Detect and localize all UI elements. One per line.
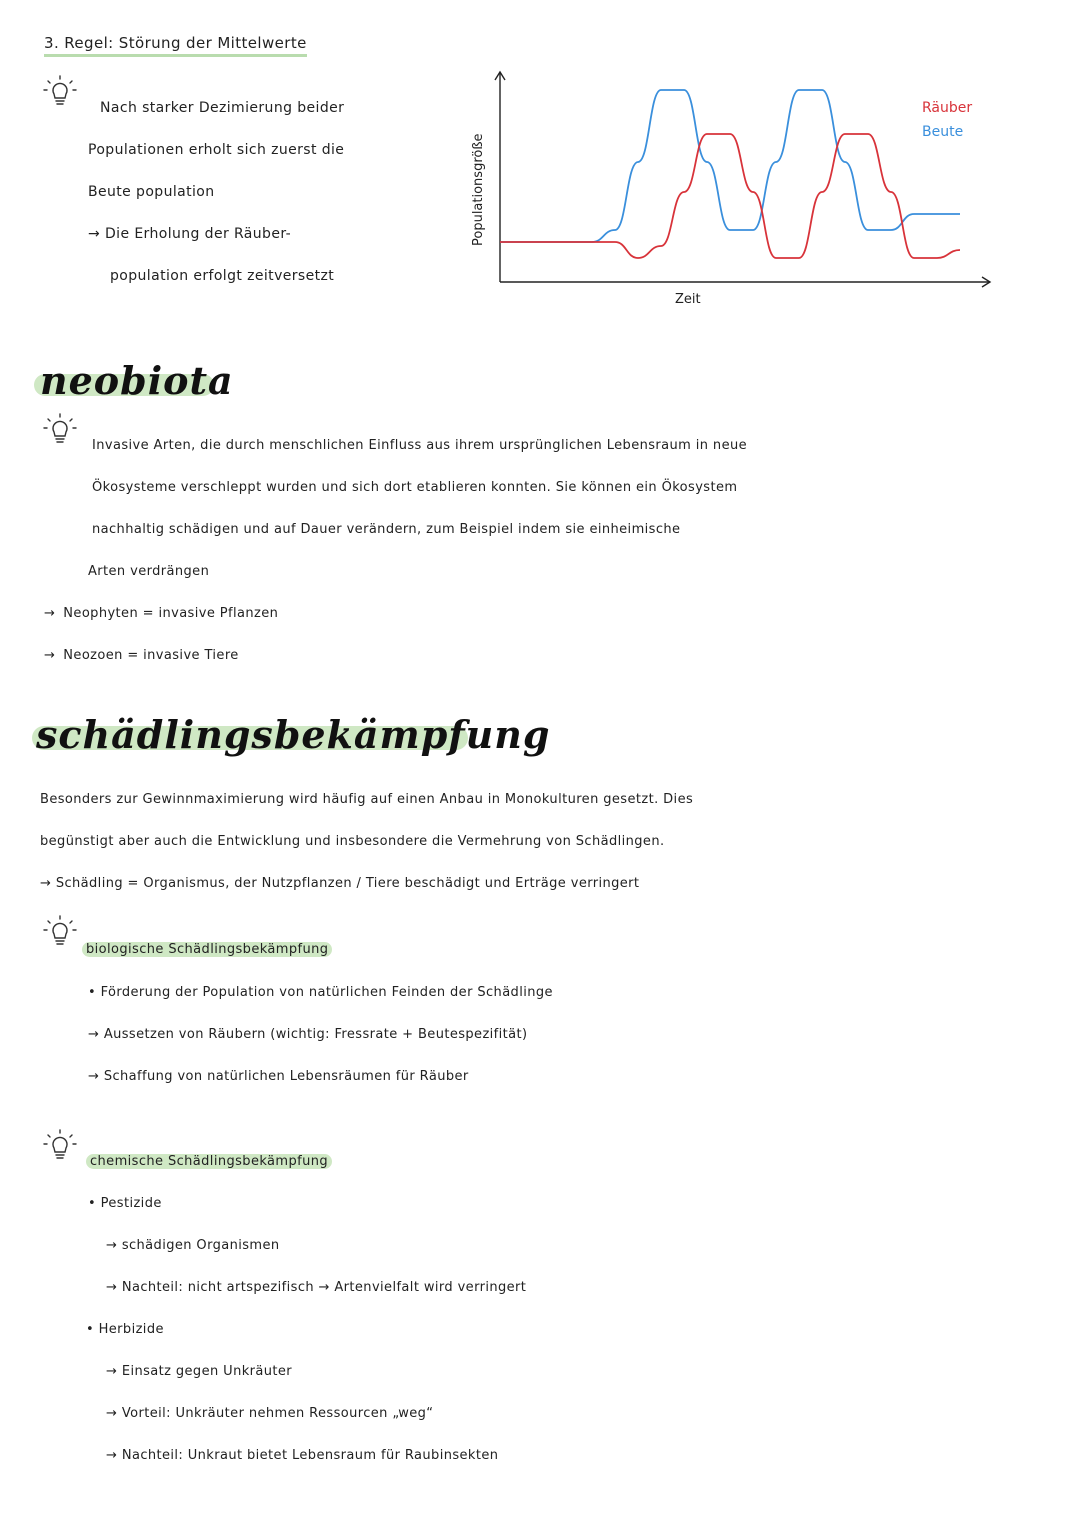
bio-line-1: • Förderung der Population von natürlichen Feinden der Schädlinge: [88, 985, 553, 1000]
bio-line-2: → Aussetzen von Räubern (wichtig: Fressrate + Beutespezifität): [88, 1027, 528, 1042]
rule3-line-1: Nach starker Dezimierung beider: [100, 100, 345, 116]
neobiota-line-1: Invasive Arten, die durch menschlichen Einfluss aus ihrem ursprünglichen Lebensraum in neue: [92, 438, 748, 453]
y-axis-label: Populationsgröße: [471, 133, 486, 246]
legend-item-raeuber: Räuber: [922, 100, 973, 116]
chart-axes: [495, 72, 990, 287]
rule3-heading: 3. Regel: Störung der Mittelwerte: [44, 34, 307, 57]
rule3-line-5: population erfolgt zeitversetzt: [110, 268, 335, 284]
bio-line-3: → Schaffung von natürlichen Lebensräumen für Räuber: [88, 1069, 469, 1084]
schaedling-line-1: Besonders zur Gewinnmaximierung wird häufig auf einen Anbau in Monokulturen gesetzt. Dies: [40, 792, 694, 807]
schaedling-heading: schädlingsbekämpfung: [36, 712, 550, 757]
lightbulb-icon: [40, 1126, 80, 1166]
neozoen-bullet: → Neozoen = invasive Tiere: [44, 648, 239, 663]
chem-line-1: • Pestizide: [88, 1196, 162, 1211]
neobiota-line-4: Arten verdrängen: [88, 564, 210, 579]
bio-heading: biologische Schädlingsbekämpfung: [82, 942, 332, 957]
schaedling-line-2: begünstigt aber auch die Entwicklung und insbesondere die Vermehrung von Schädlingen.: [40, 834, 665, 849]
chem-line-5: → Einsatz gegen Unkräuter: [106, 1364, 293, 1379]
neobiota-line-3: nachhaltig schädigen und auf Dauer verändern, zum Beispiel indem sie einheimische: [92, 522, 681, 537]
predator-prey-chart: [460, 66, 1060, 316]
rule3-line-3: Beute population: [88, 184, 215, 200]
lightbulb-icon: [40, 72, 80, 112]
x-axis-label: Zeit: [675, 292, 701, 307]
lightbulb-icon: [40, 912, 80, 952]
series-line-beute: [500, 90, 960, 242]
legend-item-beute: Beute: [922, 124, 964, 140]
chem-line-2: → schädigen Organismen: [106, 1238, 280, 1253]
chem-line-4: • Herbizide: [86, 1322, 164, 1337]
chart-series: [500, 90, 960, 258]
chem-line-6: → Vorteil: Unkräuter nehmen Ressourcen „weg“: [106, 1406, 434, 1421]
rule3-line-2: Populationen erholt sich zuerst die: [88, 142, 345, 158]
neobiota-line-2: Ökosysteme verschleppt wurden und sich dort etablieren konnten. Sie können ein Ökosystem: [92, 480, 738, 495]
neobiota-heading: neobiota: [40, 358, 234, 403]
lightbulb-icon: [40, 410, 80, 450]
neophyten-bullet: → Neophyten = invasive Pflanzen: [44, 606, 278, 621]
chem-heading: chemische Schädlingsbekämpfung: [86, 1154, 332, 1169]
rule3-line-4: → Die Erholung der Räuber-: [88, 226, 292, 242]
schaedling-definition: → Schädling = Organismus, der Nutzpflanzen / Tiere beschädigt und Erträge verringert: [40, 876, 640, 891]
series-line-raeuber: [500, 134, 960, 258]
chem-line-3: → Nachteil: nicht artspezifisch → Artenvielfalt wird verringert: [106, 1280, 527, 1295]
chem-line-7: → Nachteil: Unkraut bietet Lebensraum für Raubinsekten: [106, 1448, 499, 1463]
